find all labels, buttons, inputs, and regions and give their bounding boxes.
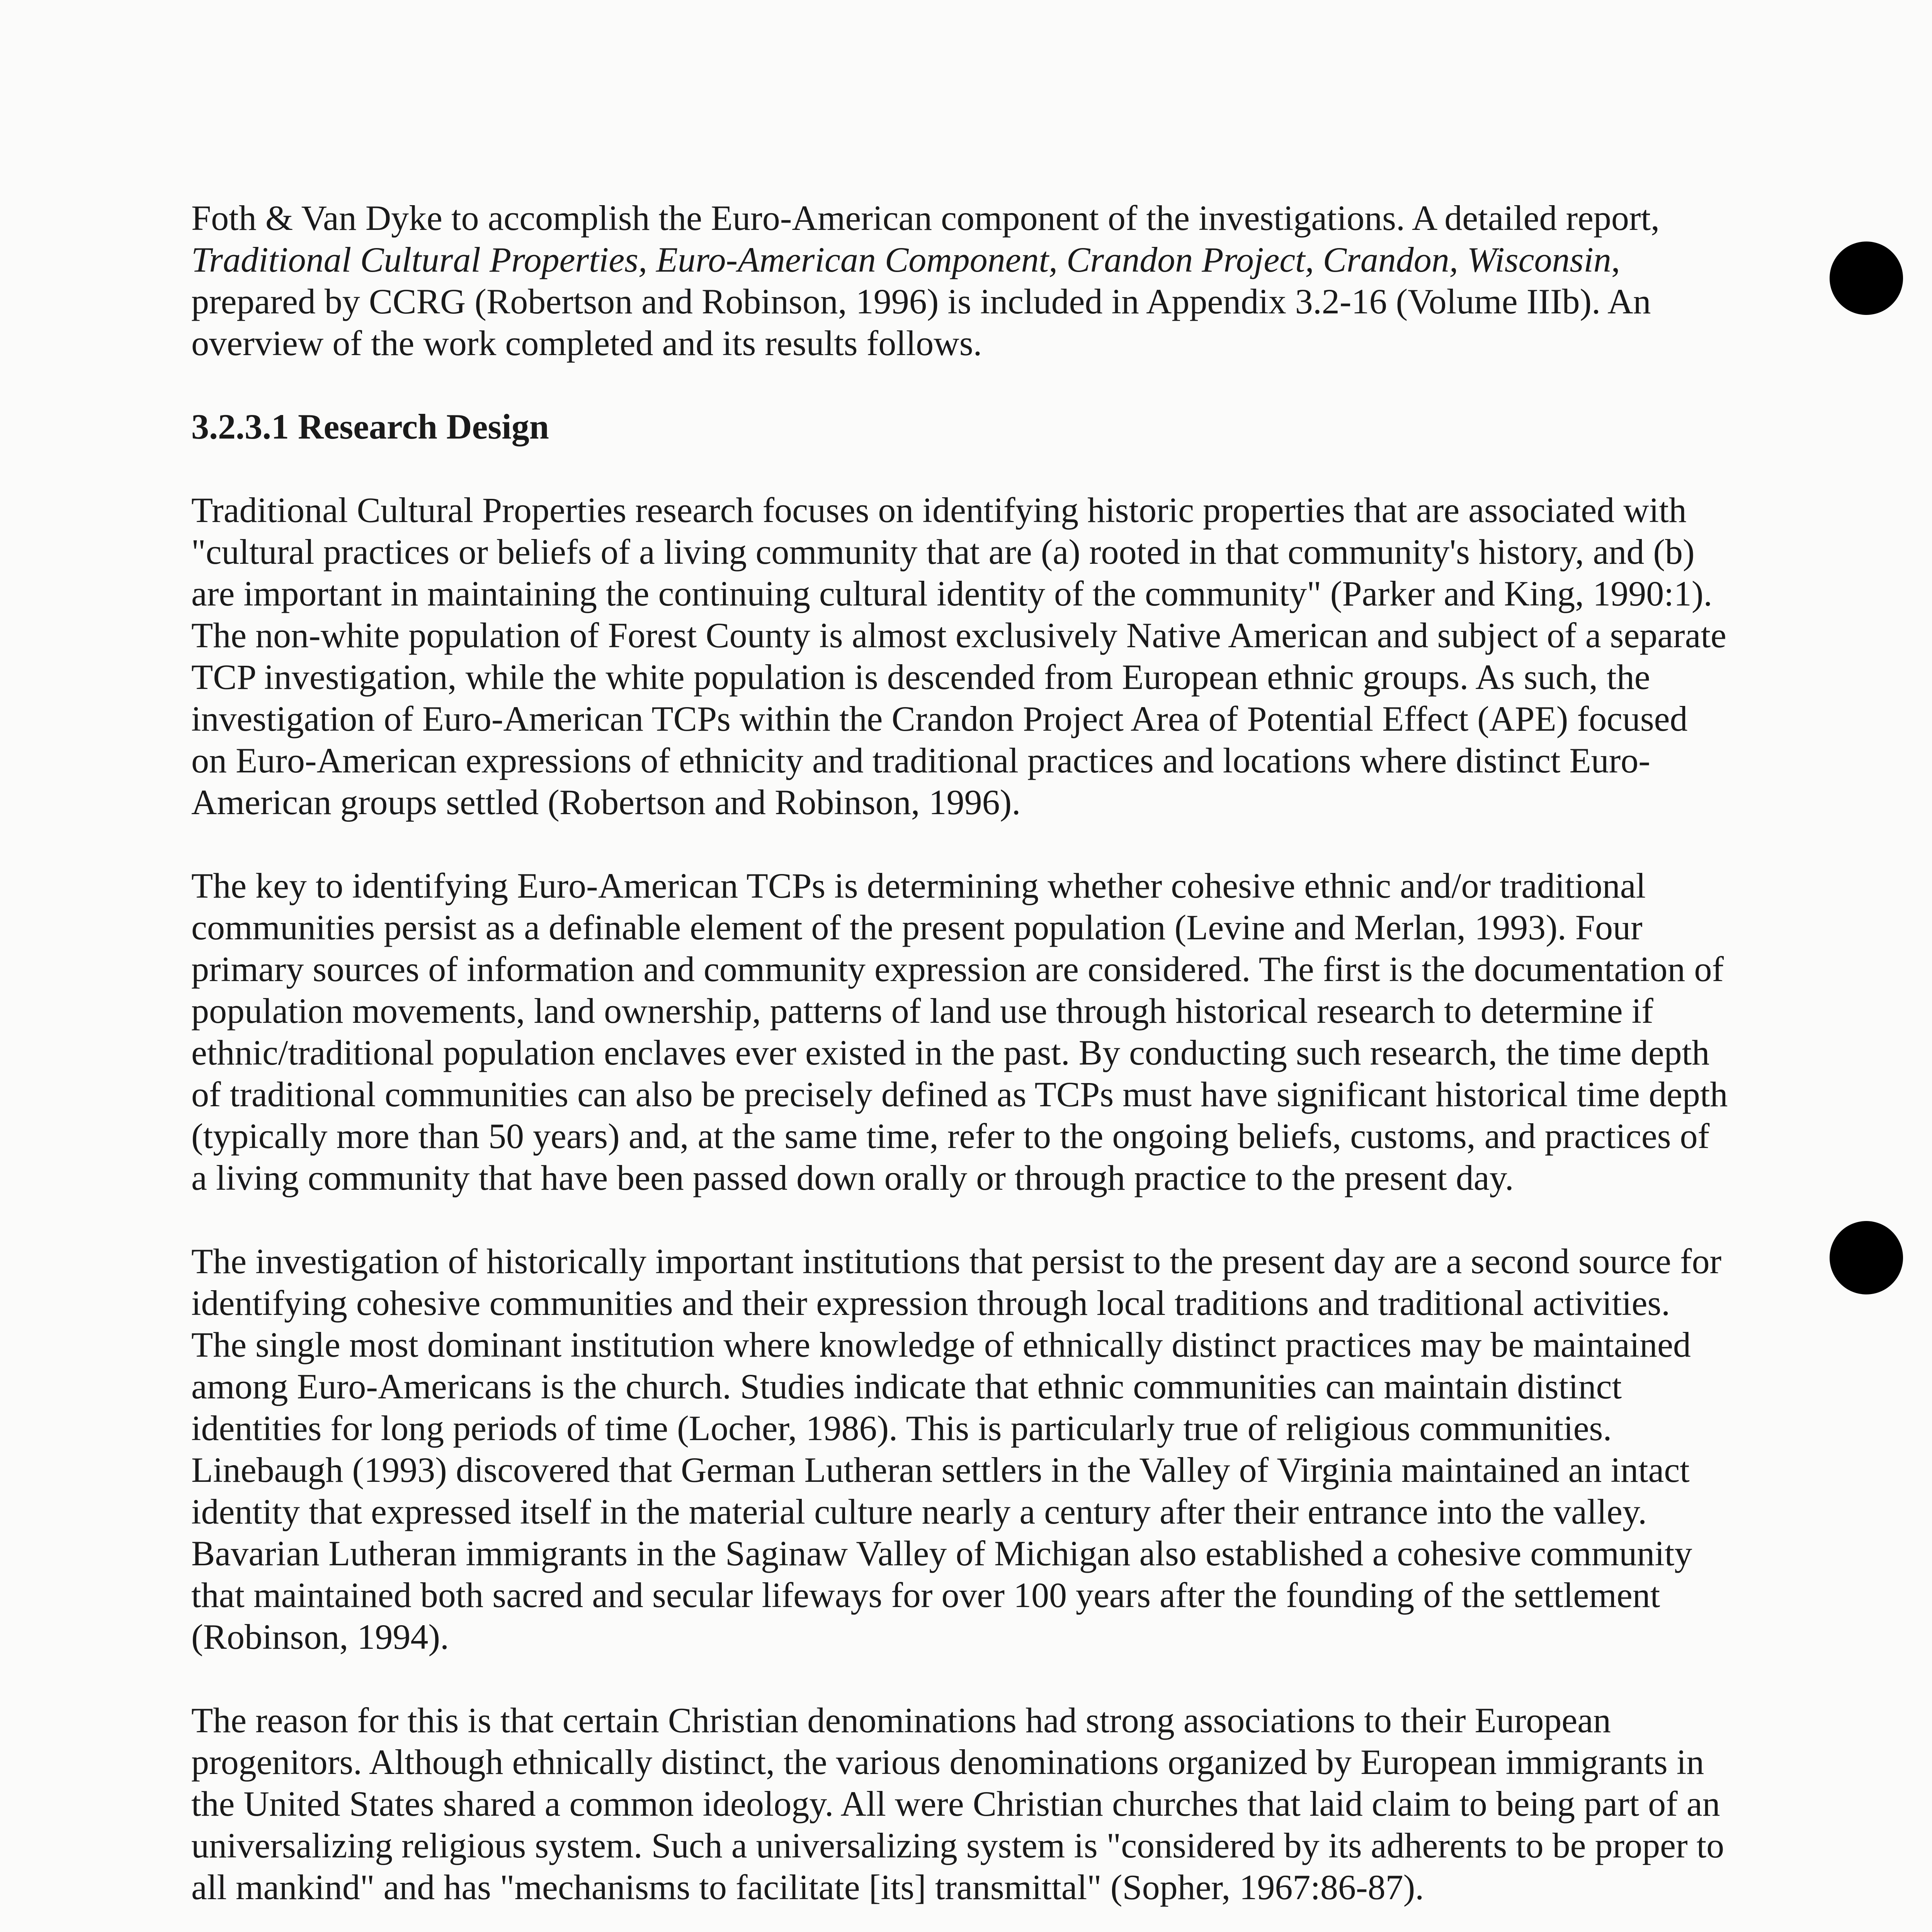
paragraph-4: The reason for this is that certain Christian denominations had strong associations to their European progenitors. Although ethnically distinct, the various denominations organized by European immigrants in the United States shared a common ideology. All were Christian churches that laid claim to being part of an universalizing religious system. Such a universalizing system is "considered by its adherents to be proper to all mankind" and has "mechanisms to facilitate [its] transmittal" (Sopher, 1967:86-87). (191, 1701, 1725, 1907)
paragraph-1: Traditional Cultural Properties research focuses on identifying historic properties that are associated with "cultural practices or beliefs of a living community that are (a) rooted in that community's history, and (b) are important in maintaining the continuing cultural identity of the community" (Parker and King, 1990:1). The non-white population of Forest County is almost exclusively Native American and subject of a separate TCP investigation, while the white population is descended from European ethnic groups. As such, the investigation of Euro-American TCPs within the Crandon Project Area of Potential Effect (APE) focused on Euro-American expressions of ethnicity and traditional practices and locations where distinct Euro-American groups settled (Robertson and Robinson, 1996). (191, 490, 1726, 822)
report-title: Traditional Cultural Properties, Euro-American Component, Crandon Project, Crandon, Wisconsin (191, 240, 1611, 279)
section-heading: 3.2.3.1 Research Design (191, 407, 549, 446)
binder-hole-middle (1830, 1221, 1903, 1294)
intro-paragraph (191, 197, 1729, 364)
binder-hole-top (1830, 242, 1903, 315)
intro-text-end: , prepared by CCRG (Robertson and Robinson, 1996) is included in Appendix 3.2-16 (Volume IIIb). An overview of the work completed and its results follows. (191, 240, 1651, 363)
page-body (191, 197, 1729, 1932)
paragraph-2: The key to identifying Euro-American TCPs is determining whether cohesive ethnic and/or traditional communities persist as a definable element of the present population (Levine and Merlan, 1993). Four primary sources of information and community expression are considered. The first is the documentation of population movements, land ownership, patterns of land use through historical research to determine if ethnic/traditional population enclaves ever existed in the past. By conducting such research, the time depth of traditional communities can also be precisely defined as TCPs must have significant historical time depth (typically more than 50 years) and, at the same time, refer to the ongoing beliefs, customs, and practices of a living community that have been passed down orally or through practice to the present day. (191, 866, 1728, 1197)
paragraph-3: The investigation of historically important institutions that persist to the present day are a second source for identifying cohesive communities and their expression through local traditions and traditional activities. The single most dominant institution where knowledge of ethnically distinct practices may be maintained among Euro-Americans is the church. Studies indicate that ethnic communities can maintain distinct identities for long periods of time (Locher, 1986). This is particularly true of religious communities. Linebaugh (1993) discovered that German Lutheran settlers in the Valley of Virginia maintained an intact identity that expressed itself in the material culture nearly a century after their entrance into the valley. Bavarian Lutheran immigrants in the Saginaw Valley of Michigan also established a cohesive community that maintained both sacred and secular lifeways for over 100 years after the founding of the settlement (Robinson, 1994). (191, 1242, 1722, 1656)
intro-text-start: Foth & Van Dyke to accomplish the Euro-American component of the investigations. A detailed report, (191, 198, 1660, 238)
